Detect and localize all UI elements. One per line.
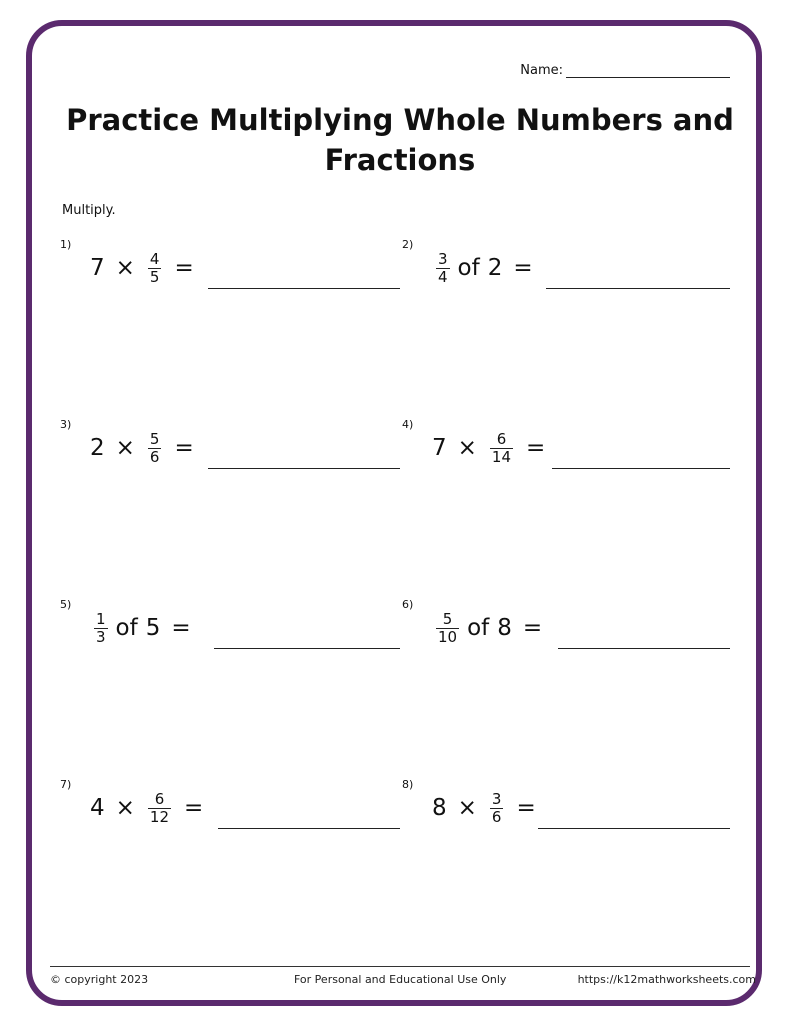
- problem-expression: [432, 426, 554, 470]
- answer-line[interactable]: [218, 828, 400, 829]
- title-line-2: Fractions: [324, 143, 476, 177]
- fraction-denominator: 5: [149, 267, 160, 286]
- problem-number: 4): [402, 418, 414, 431]
- whole-number: 4: [90, 795, 105, 821]
- multiply-sign: ×: [115, 435, 135, 461]
- fraction-denominator: 4: [438, 267, 448, 286]
- fraction-denominator: 6: [149, 447, 160, 466]
- problem-4: [402, 418, 730, 488]
- problem-3: [60, 418, 400, 488]
- equals-sign: =: [184, 795, 204, 821]
- problem-8: [402, 778, 730, 848]
- problem-expression: [432, 786, 545, 830]
- of-word: of: [467, 615, 490, 641]
- fraction-denominator: 14: [491, 447, 512, 466]
- problem-number: 7): [60, 778, 72, 791]
- fraction-numerator: 1: [96, 609, 106, 628]
- fraction: [490, 791, 504, 826]
- footer-divider: [50, 966, 750, 967]
- fraction: [148, 251, 162, 286]
- answer-line[interactable]: [208, 288, 400, 289]
- whole-number: 5: [145, 615, 161, 641]
- answer-line[interactable]: [208, 468, 400, 469]
- fraction-denominator: 12: [149, 807, 170, 826]
- fraction-numerator: 5: [149, 429, 160, 448]
- footer-usage-note: For Personal and Educational Use Only: [294, 973, 507, 986]
- name-label: Name:: [520, 63, 563, 78]
- whole-number: 8: [497, 615, 512, 641]
- problem-expression: [432, 606, 551, 650]
- problem-expression: [90, 786, 212, 830]
- answer-line[interactable]: [546, 288, 730, 289]
- equals-sign: =: [513, 255, 533, 281]
- name-blank-line[interactable]: [566, 63, 730, 78]
- fraction-denominator: 6: [491, 807, 502, 826]
- of-word: of: [457, 255, 480, 281]
- problem-number: 1): [60, 238, 72, 251]
- fraction-denominator: 10: [438, 627, 458, 646]
- problem-expression: [90, 606, 200, 650]
- fraction-numerator: 4: [149, 249, 160, 268]
- fraction: [436, 251, 450, 286]
- instruction-text: Multiply.: [62, 203, 116, 218]
- problem-number: 6): [402, 598, 414, 611]
- problem-7: [60, 778, 400, 848]
- multiply-sign: ×: [115, 795, 135, 821]
- fraction: [94, 611, 108, 646]
- equals-sign: =: [526, 435, 546, 461]
- whole-number: 7: [432, 435, 447, 461]
- problem-expression: [90, 246, 203, 290]
- fraction-denominator: 3: [96, 627, 106, 646]
- answer-line[interactable]: [538, 828, 730, 829]
- answer-line[interactable]: [214, 648, 400, 649]
- fraction: [490, 431, 513, 466]
- fraction: [436, 611, 459, 646]
- problem-6: [402, 598, 730, 668]
- of-word: of: [115, 615, 138, 641]
- multiply-sign: ×: [457, 435, 477, 461]
- equals-sign: =: [522, 615, 543, 641]
- whole-number: 7: [90, 255, 105, 281]
- title-line-1: Practice Multiplying Whole Numbers and: [66, 103, 734, 137]
- equals-sign: =: [516, 795, 536, 821]
- problem-number: 2): [402, 238, 414, 251]
- problem-number: 8): [402, 778, 414, 791]
- whole-number: 2: [487, 255, 503, 281]
- footer-website-link[interactable]: https://k12mathworksheets.com: [577, 973, 756, 986]
- fraction: [148, 431, 162, 466]
- fraction-numerator: 3: [491, 789, 502, 808]
- equals-sign: =: [174, 255, 194, 281]
- problem-number: 3): [60, 418, 72, 431]
- answer-line[interactable]: [558, 648, 730, 649]
- whole-number: 2: [90, 435, 105, 461]
- name-field: [520, 63, 730, 78]
- problem-number: 5): [60, 598, 72, 611]
- answer-line[interactable]: [552, 468, 730, 469]
- worksheet-title: [40, 100, 760, 180]
- problem-2: [402, 238, 730, 308]
- fraction-numerator: 6: [496, 429, 507, 448]
- equals-sign: =: [171, 615, 191, 641]
- multiply-sign: ×: [457, 795, 477, 821]
- footer-copyright: © copyright 2023: [50, 973, 149, 986]
- problem-5: [60, 598, 400, 668]
- problem-expression: [90, 426, 203, 470]
- fraction: [148, 791, 171, 826]
- whole-number: 8: [432, 795, 447, 821]
- fraction-numerator: 5: [442, 609, 453, 628]
- fraction-numerator: 6: [154, 789, 165, 808]
- multiply-sign: ×: [115, 255, 135, 281]
- equals-sign: =: [174, 435, 194, 461]
- problem-1: [60, 238, 400, 308]
- fraction-numerator: 3: [438, 249, 448, 268]
- problem-expression: [432, 246, 542, 290]
